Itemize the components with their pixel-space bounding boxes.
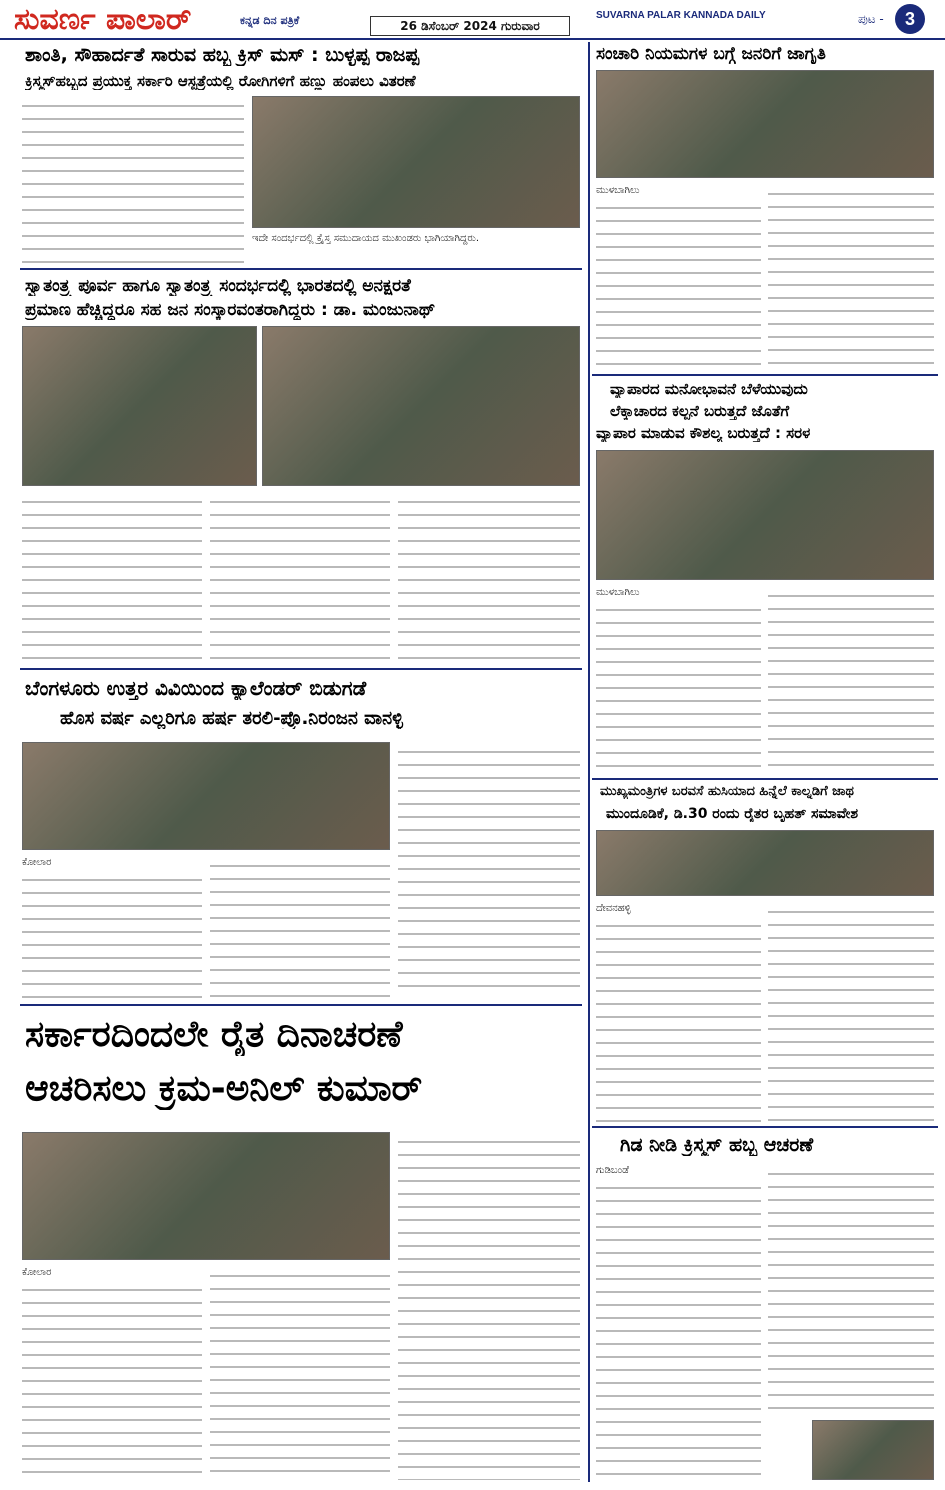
divider bbox=[592, 778, 938, 780]
story-raitha-headline: ಸರ್ಕಾರದಿಂದಲೇ ರೈತ ದಿನಾಚರಣೆ bbox=[25, 1014, 403, 1055]
page-label: ಪುಟ - bbox=[858, 12, 884, 26]
story-raitha-body-1 bbox=[22, 1280, 202, 1480]
story-farmers-photo bbox=[596, 830, 934, 896]
page-number: 3 bbox=[895, 4, 925, 34]
story-raitha-body-3 bbox=[398, 1132, 580, 1480]
story-literacy-subhead: ಪ್ರಮಾಣ ಹೆಚ್ಚಿದ್ದರೂ ಸಹ ಜನ ಸಂಸ್ಕಾರವಂತರಾಗಿದ್ದರು : ಡಾ. ಮಂಜುನಾಥ್ bbox=[25, 300, 436, 320]
story-literacy-body-1 bbox=[22, 492, 202, 664]
story-gida-body-2 bbox=[768, 1164, 934, 1414]
divider bbox=[592, 1126, 938, 1128]
story-gida-place: ಗುಡಿಬಂಡೆ bbox=[596, 1165, 629, 1176]
story-calendar-body-side bbox=[398, 742, 580, 998]
story-farmers-place: ದೇವನಹಳ್ಳಿ bbox=[596, 903, 631, 914]
story-raitha-body-2 bbox=[210, 1266, 390, 1480]
story-literacy-body-2 bbox=[210, 492, 390, 664]
story-gida-body-1 bbox=[596, 1178, 761, 1480]
divider bbox=[20, 268, 582, 270]
story-christmas-caption: ಇದೇ ಸಂದರ್ಭದಲ್ಲಿ ಕ್ರೈಸ್ತ ಸಮುದಾಯದ ಮುಖಂಡರು ಭಾಗಿಯಾಗಿದ್ದರು. bbox=[252, 233, 480, 244]
story-traffic-body-2 bbox=[768, 184, 934, 370]
story-farmers-subhead: ಮುಂದೂಡಿಕೆ, ಡಿ.30 ರಂದು ರೈತರ ಬೃಹತ್ ಸಮಾವೇಶ bbox=[606, 806, 859, 822]
masthead bbox=[0, 0, 945, 40]
story-raitha-photo bbox=[22, 1132, 390, 1260]
story-shop-photo bbox=[596, 450, 934, 580]
story-calendar-photo bbox=[22, 742, 390, 850]
story-shop-subhead: ಲೆಕ್ಕಾಚಾರದ ಕಲ್ಪನೆ ಬರುತ್ತದೆ ಜೊತೆಗೆ bbox=[610, 402, 790, 420]
story-christmas-subhead: ಕ್ರಿಸ್ಮಸ್‌ಹಬ್ಬದ ಪ್ರಯುಕ್ತ ಸರ್ಕಾರಿ ಆಸ್ಪತ್ರೆಯಲ್ಲಿ ರೋಗಿಗಳಿಗೆ ಹಣ್ಣು ಹಂಪಲು ವಿತರಣೆ bbox=[25, 72, 416, 90]
story-christmas-body bbox=[22, 96, 244, 266]
story-literacy-headline: ಸ್ವಾತಂತ್ರ್ಯ ಪೂರ್ವ ಹಾಗೂ ಸ್ವಾತಂತ್ರ್ಯ ಸಂದರ್ಭದಲ್ಲಿ ಭಾರತದಲ್ಲಿ ಅನಕ್ಷರತೆ bbox=[25, 276, 411, 296]
story-calendar-body-1 bbox=[22, 870, 202, 998]
story-calendar-place: ಕೋಲಾರ bbox=[22, 857, 52, 868]
story-gida-photo bbox=[812, 1420, 934, 1480]
issue-date: 26 ಡಿಸೆಂಬರ್ 2024 ಗುರುವಾರ bbox=[370, 16, 570, 36]
story-christmas-headline: ಶಾಂತಿ, ಸೌಹಾರ್ದತೆ ಸಾರುವ ಹಬ್ಬ ಕ್ರಿಸ್ ಮಸ್ : ಬುಳ್ಳಪ್ಪ ರಾಜಪ್ಪ bbox=[25, 44, 420, 66]
story-farmers-headline: ಮುಖ್ಯಮಂತ್ರಿಗಳ ಬರವಸೆ ಹುಸಿಯಾದ ಹಿನ್ನೆಲೆ ಕಾಲ್ನಡಿಗೆ ಜಾಥ bbox=[600, 784, 854, 799]
story-traffic-headline: ಸಂಚಾರಿ ನಿಯಮಗಳ ಬಗ್ಗೆ ಜನರಿಗೆ ಜಾಗೃತಿ bbox=[596, 44, 826, 64]
newspaper-logo: ಸುವರ್ಣ ಪಾಲಾರ್ bbox=[14, 2, 192, 37]
story-farmers-body-2 bbox=[768, 902, 934, 1122]
story-traffic-photo bbox=[596, 70, 934, 178]
story-shop-body-1 bbox=[596, 600, 761, 774]
divider bbox=[20, 668, 582, 670]
story-literacy-photo-left bbox=[22, 326, 257, 486]
divider bbox=[20, 1004, 582, 1006]
paper-name: SUVARNA PALAR KANNADA DAILY bbox=[596, 10, 766, 21]
story-traffic-body-1 bbox=[596, 198, 761, 370]
story-shop-body-2 bbox=[768, 586, 934, 774]
story-literacy-body-3 bbox=[398, 492, 580, 664]
story-calendar-headline: ಬೆಂಗಳೂರು ಉತ್ತರ ವಿವಿಯಿಂದ ಕ್ಯಾಲೆಂಡರ್ ಬಿಡುಗಡೆ bbox=[25, 676, 367, 700]
story-raitha-subhead: ಆಚರಿಸಲು ಕ್ರಮ-ಅನಿಲ್ ಕುಮಾರ್ bbox=[25, 1068, 423, 1109]
story-literacy-photo-right bbox=[262, 326, 580, 486]
story-christmas-photo bbox=[252, 96, 580, 228]
story-farmers-body-1 bbox=[596, 916, 761, 1122]
story-shop-place: ಮುಳಬಾಗಿಲು bbox=[596, 587, 640, 598]
story-shop-subhead2: ವ್ಯಾಪಾರ ಮಾಡುವ ಕೌಶಲ್ಯ ಬರುತ್ತದೆ : ಸರಳ bbox=[596, 424, 811, 442]
story-gida-headline: ಗಿಡ ನೀಡಿ ಕ್ರಿಸ್ಮಸ್ ಹಬ್ಬ ಆಚರಣೆ bbox=[620, 1134, 814, 1156]
story-calendar-subhead: ಹೊಸ ವರ್ಷ ಎಲ್ಲರಿಗೂ ಹರ್ಷ ತರಲಿ-ಪ್ರೊ.ನಿರಂಜನ ವಾನಳ್ಳಿ bbox=[60, 708, 404, 729]
story-traffic-place: ಮುಳಬಾಗಿಲು bbox=[596, 185, 640, 196]
story-raitha-place: ಕೋಲಾರ bbox=[22, 1267, 52, 1278]
tagline: ಕನ್ನಡ ದಿನ ಪತ್ರಿಕೆ bbox=[240, 14, 300, 27]
column-divider bbox=[588, 42, 590, 1482]
story-shop-headline: ವ್ಯಾಪಾರದ ಮನೋಭಾವನೆ ಬೆಳೆಯುವುದು bbox=[610, 380, 808, 398]
divider bbox=[592, 374, 938, 376]
story-calendar-body-2 bbox=[210, 856, 390, 998]
